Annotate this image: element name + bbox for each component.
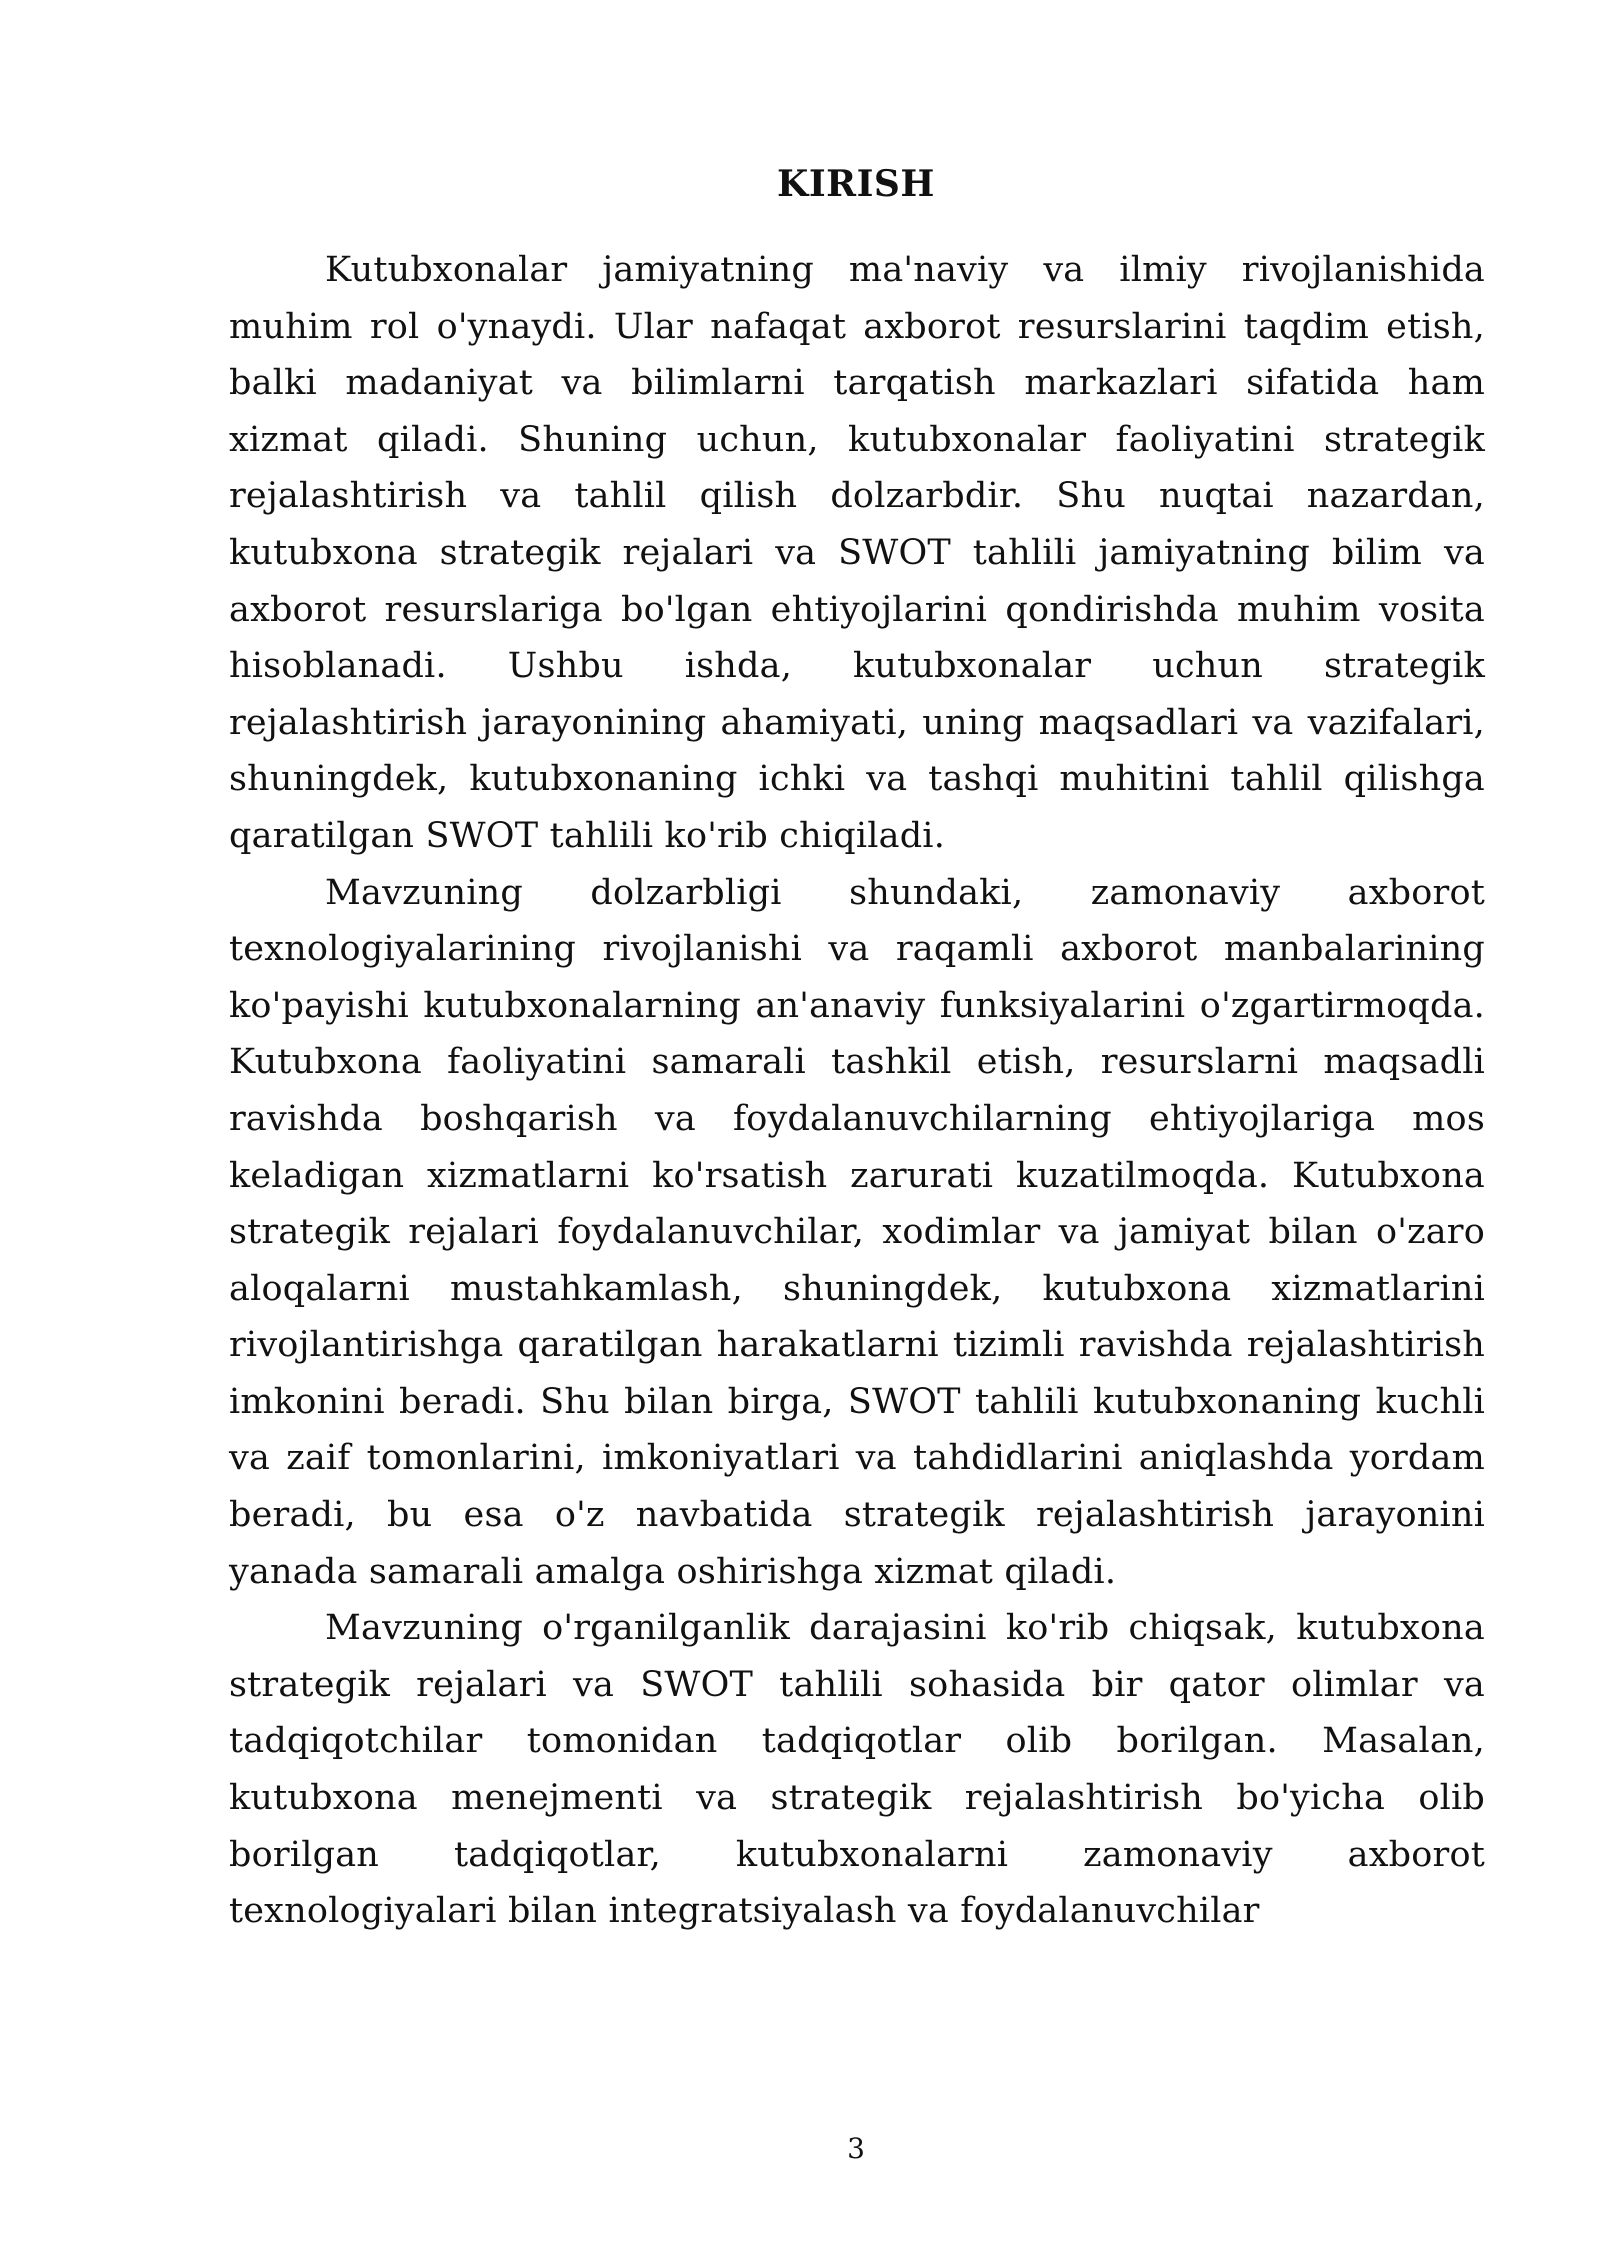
paragraph-3: Mavzuning o'rganilganlik darajasini ko'rib chiqsak, kutubxona strategik rejalari va SWOT tahlili sohasida bir qator olimlar va tadqiqotchilar tomonidan tadqiqotlar olib borilgan. Masalan, kutubxona menejmenti va strategik rejalashtirish bo'yicha olib borilgan tadqiqotlar, kutubxonalarni zamonaviy axborot texnologiyalari bilan integratsiyalash va foydalanuvchilar bbox=[229, 1608, 1485, 1932]
paragraph-1: Kutubxonalar jamiyatning ma'naviy va ilmiy rivojlanishida muhim rol o'ynaydi. Ular nafaqat axborot resurslarini taqdim etish, balki madaniyat va bilimlarni tarqatish markazlari sifatida ham xizmat qiladi. Shuning uchun, kutubxonalar faoliyatini strategik rejalashtirish va tahlil qilish dolzarbdir. Shu nuqtai nazardan, kutubxona strategik rejalari va SWOT tahlili jamiyatning bilim va axborot resurslariga bo'lgan ehtiyojlarini qondirishda muhim vosita hisoblanadi. Ushbu ishda, kutubxonalar uchun strategik rejalashtirish jarayonining ahamiyati, uning maqsadlari va vazifalari, shuningdek, kutubxonaning ichki va tashqi muhitini tahlil qilishga qaratilgan SWOT tahlili ko'rib chiqiladi. bbox=[229, 250, 1485, 856]
paragraph-2: Mavzuning dolzarbligi shundaki, zamonaviy axborot texnologiyalarining rivojlanishi va raqamli axborot manbalarining ko'payishi kutubxonalarning an'anaviy funksiyalarini o'zgartirmoqda. Kutubxona faoliyatini samarali tashkil etish, resurslarni maqsadli ravishda boshqarish va foydalanuvchilarning ehtiyojlariga mos keladigan xizmatlarni ko'rsatish zarurati kuzatilmoqda. Kutubxona strategik rejalari foydalanuvchilar, xodimlar va jamiyat bilan o'zaro aloqalarni mustahkamlash, shuningdek, kutubxona xizmatlarini rivojlantirishga qaratilgan harakatlarni tizimli ravishda rejalashtirish imkonini beradi. Shu bilan birga, SWOT tahlili kutubxonaning kuchli va zaif tomonlarini, imkoniyatlari va tahdidlarini aniqlashda yordam beradi, bu esa o'z navbatida strategik rejalashtirish jarayonini yanada samarali amalga oshirishga xizmat qiladi. bbox=[229, 872, 1485, 1592]
section-heading: KIRISH bbox=[777, 163, 935, 205]
body-text bbox=[229, 242, 1485, 1940]
page-number: 3 bbox=[847, 2132, 865, 2165]
